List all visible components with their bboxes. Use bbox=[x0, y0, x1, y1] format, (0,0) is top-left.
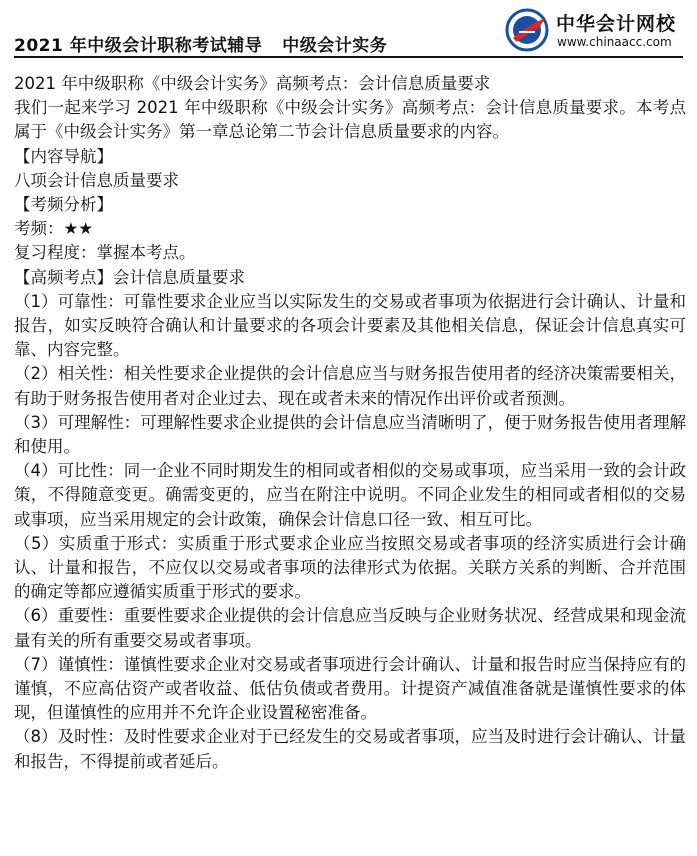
list-item-relevance: （2）相关性：相关性要求企业提供的会计信息应当与财务报告使用者的经济决策需要相关，有助于财务报告使用者对企业过去、现在或者未来的情况作出评价或者预测。 bbox=[14, 364, 686, 408]
header-divider bbox=[14, 56, 683, 58]
list-item-substance-over-form: （5）实质重于形式：实质重于形式要求企业应当按照交易或者事项的经济实质进行会计确认、计量和报告，不应仅以交易或者事项的法律形式为依据。关联方关系的判断、合并范围的确定等都应遵循实质重于形式的要求。 bbox=[14, 533, 686, 602]
frequency-line: 考频：★★ bbox=[14, 219, 94, 239]
header-title-right: 中级会计实务 bbox=[282, 36, 388, 56]
list-item-materiality: （6）重要性：重要性要求企业提供的会计信息应当反映与企业财务状况、经营成果和现金流量有关的所有重要交易或者事项。 bbox=[14, 606, 686, 650]
review-line: 复习程度：掌握本考点。 bbox=[14, 243, 196, 263]
frequency-heading: 【考频分析】 bbox=[14, 195, 113, 215]
page-header bbox=[0, 0, 697, 64]
list-item-understandability: （3）可理解性：可理解性要求企业提供的会计信息应当清晰明了，便于财务报告使用者理解和使用。 bbox=[14, 412, 686, 457]
list-item-reliability: （1）可靠性：可靠性要求企业应当以实际发生的交易或者事项为依据进行会计确认、计量和报告，如实反映符合确认和计量要求的各项会计要素及其他相关信息，保证会计信息真实可靠、内容完整。 bbox=[14, 291, 686, 360]
nav-heading: 【内容导航】 bbox=[14, 146, 113, 166]
list-item-timeliness: （8）及时性：及时性要求企业对于已经发生的交易或者事项，应当及时进行会计确认、计量和报告，不得提前或者延后。 bbox=[14, 727, 686, 771]
header-title-left: 2021 年中级会计职称考试辅导 bbox=[14, 36, 263, 56]
topic-heading: 【高频考点】会计信息质量要求 bbox=[14, 267, 245, 287]
article-body bbox=[14, 72, 686, 774]
nav-item: 八项会计信息质量要求 bbox=[14, 170, 179, 190]
brand-name: 中华会计网校 bbox=[556, 13, 677, 35]
article-title: 2021 年中级职称《中级会计实务》高频考点：会计信息质量要求 bbox=[14, 74, 491, 93]
brand-url: www.chinaacc.com bbox=[557, 35, 672, 49]
list-item-prudence: （7）谨慎性：谨慎性要求企业对交易或者事项进行会计确认、计量和报告时应当保持应有的谨慎，不应高估资产或者收益、低估负债或者费用。计提资产减值准备就是谨慎性要求的体现，但谨慎性的应用并不允许企业设置秘密准备。 bbox=[14, 654, 686, 723]
list-item-comparability: （4）可比性：同一企业不同时期发生的相同或者相似的交易或事项，应当采用一致的会计政策，不得随意变更。确需变更的，应当在附注中说明。不同企业发生的相同或者相似的交易或事项，应当采用规定的会计政策，确保会计信息口径一致、相互可比。 bbox=[14, 461, 686, 529]
chinaacc-logo-icon bbox=[505, 8, 549, 52]
header-title bbox=[14, 31, 387, 56]
article-intro: 我们一起来学习 2021 年中级职称《中级会计实务》高频考点：会计信息质量要求。本考点属于《中级会计实务》第一章总论第二节会计信息质量要求的内容。 bbox=[14, 98, 686, 142]
